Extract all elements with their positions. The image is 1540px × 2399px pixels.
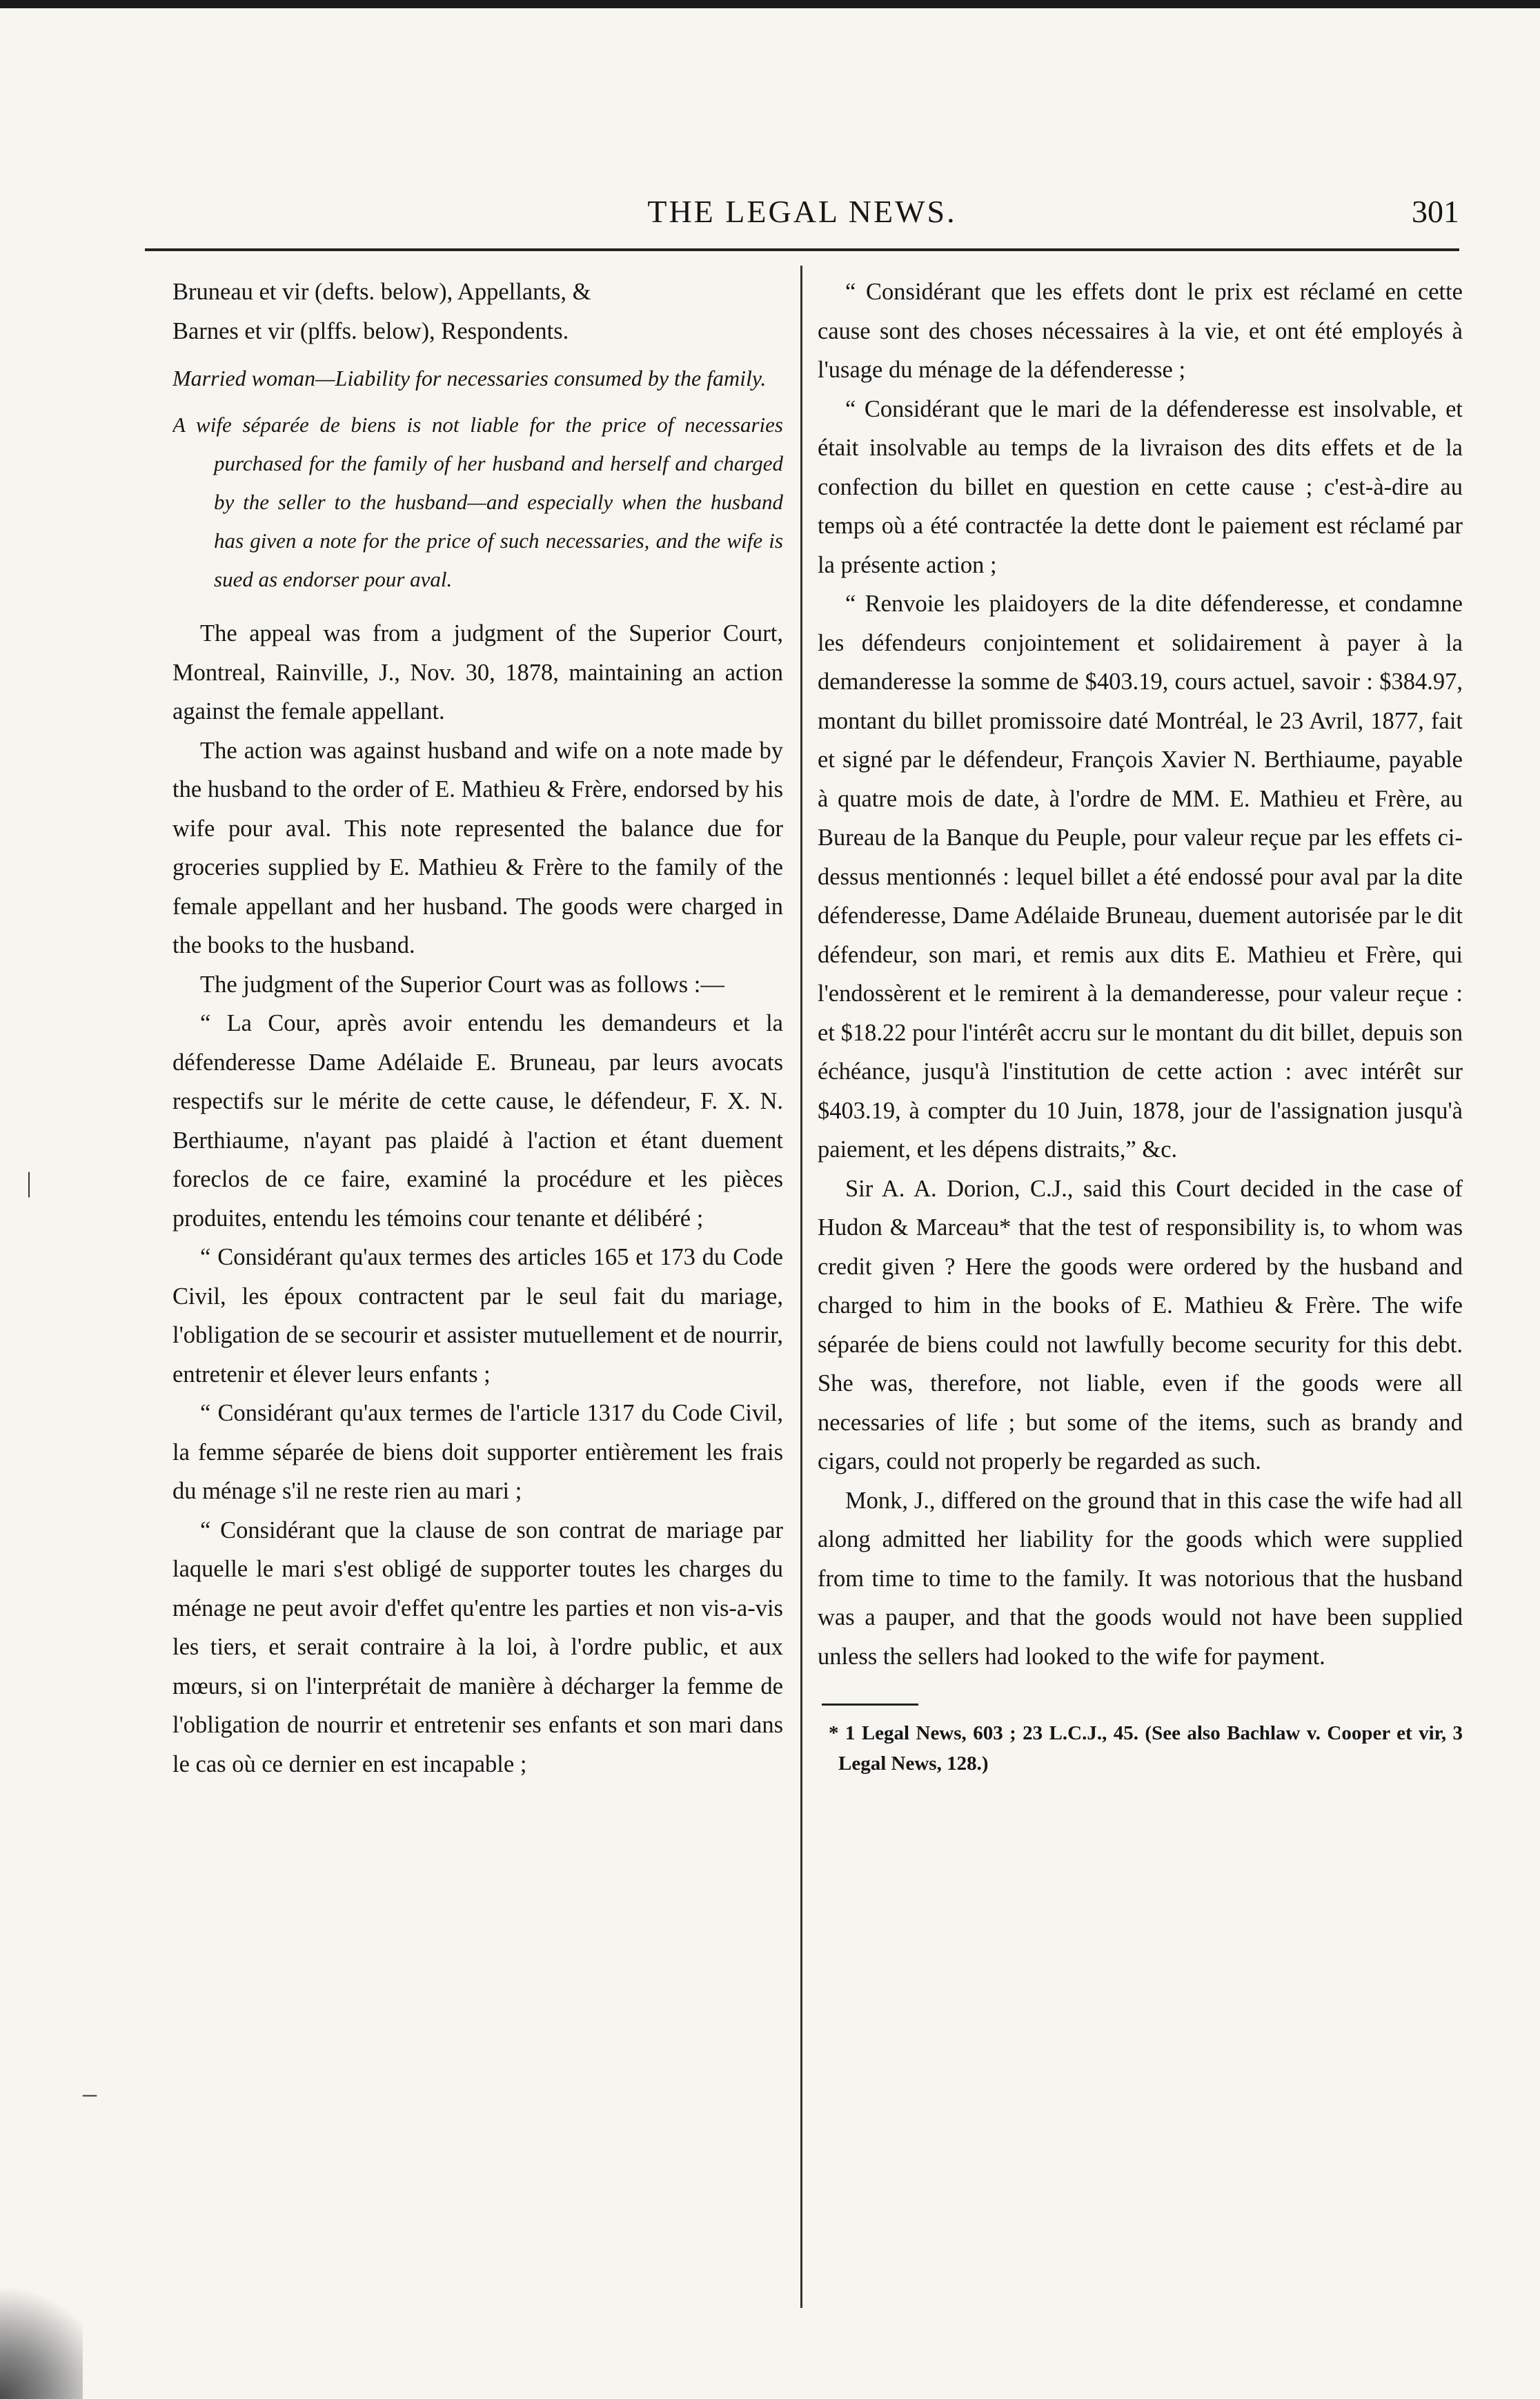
paragraph: “ La Cour, après avoir entendu les demandeurs et la défenderesse Dame Adélaide E. Bruneau, par leurs avocats respectifs sur le mérite de cette cause, le défendeur, F. X. N. Berthiaume, n'ayant pas plaidé à l'action et étant duement foreclos de ce faire, examiné la procédure et les pièces produites, entendu les témoins cour tenante et délibéré ; [172,1010,783,1232]
case-parties-appellants: Bruneau et vir (defts. below), Appellants, & [172,279,591,305]
margin-mark: | [26,1167,32,1198]
paragraph: “ Considérant que le mari de la défenderesse est insolvable, et était insolvable au temps de la livraison des dits effets et de la confection du billet en question en cette cause ; c'est-à-dire au temps où a été contractée la dette dont le paiement est réclamé par la présente action ; [818,395,1463,578]
column-divider [800,266,802,2308]
paragraph: “ Renvoie les plaidoyers de la dite défenderesse, et condamne les défendeurs conjointement et solidairement à payer à la demanderesse la somme de $403.19, cours actuel, savoir : $384.97, montant du billet promissoire daté Montréal, le 23 Avril, 1877, fait et signé par le défendeur, François Xavier N. Berthiaume, payable à quatre mois de date, à l'ordre de MM. E. Mathieu et Frère, au Bureau de la Banque du Peuple, pour valeur reçue par les effets ci-dessus mentionnés : lequel billet a été endossé pour aval par la dite défenderesse, Dame Adélaide Bruneau, duement autorisée par le dit défendeur, son mari, et remis aux dits E. Mathieu et Frère, qui l'endossèrent et le remirent à la demanderesse, pour valeur reçue : et $18.22 pour l'intérêt accru sur le montant du dit billet, depuis son échéance, jusqu'à l'institution de cette action : avec intérêt sur $403.19, à compter du 10 Juin, 1878, jour de l'assignation jusqu'à paiement, et les dépens distraits,” &c. [818,591,1463,1163]
footnote-rule [822,1704,918,1706]
paragraph: The judgment of the Superior Court was as follows :— [200,971,724,998]
footnote: * 1 Legal News, 603 ; 23 L.C.J., 45. (See also Bachlaw v. Cooper et vir, 3 Legal News, 128.) [829,1722,1463,1775]
paragraph: The action was against husband and wife on a note made by the husband to the order of E. Mathieu & Frère, endorsed by his wife pour aval. This note represented the balance due for groceries supplied by E. Mathieu & Frère to the family of the female appellant and her husband. The goods were charged in the books to the husband. [172,737,783,958]
scan-edge-shadow [0,2261,83,2399]
paragraph: Monk, J., differed on the ground that in this case the wife had all along admitted her liability for the goods which were supplied from time to time to the family. It was notorious that the husband was a pauper, and that the goods would not have been supplied unless the sellers had looked to the wife for payment. [818,1487,1463,1670]
paragraph: “ Considérant qu'aux termes des articles 165 et 173 du Code Civil, les époux contractent par le seul fait du mariage, l'obligation de se secourir et assister mutuellement et de nourrir, entretenir et élever leurs enfants ; [172,1244,783,1388]
page-number: 301 [1412,194,1459,229]
paragraph: “ Considérant qu'aux termes de l'article 1317 du Code Civil, la femme séparée de biens doit supporter entièrement les frais du ménage s'il ne reste rien au mari ; [172,1400,783,1504]
journal-title: THE LEGAL NEWS. [647,194,957,229]
margin-mark: – [83,2077,97,2109]
scan-top-edge [0,0,1540,8]
paragraph: “ Considérant que la clause de son contrat de mariage par laquelle le mari s'est obligé de supporter toutes les charges du ménage ne peut avoir d'effet qu'entre les parties et non vis-a-vis les tiers, et serait contraire à la loi, à l'ordre public, et aux mœurs, si on l'interprétait de manière à décharger la femme de l'obligation de nourrir et entretenir ses enfants et son mari dans le cas où ce dernier en est incapable ; [172,1517,783,1777]
paragraph: The appeal was from a judgment of the Superior Court, Montreal, Rainville, J., Nov. 30, 1878, maintaining an action against the female appellant. [172,620,783,724]
left-column [172,273,783,2336]
paragraph: Sir A. A. Dorion, C.J., said this Court decided in the case of Hudon & Marceau* that the test of responsibility is, to whom was credit given ? Here the goods were ordered by the husband and charged to him in the books of E. Mathieu & Frère. The wife séparée de biens could not lawfully become security for this debt. She was, therefore, not liable, even if the goods were all necessaries of life ; but some of the items, such as brandy and cigars, could not properly be regarded as such. [818,1175,1463,1474]
case-keywords: Married woman—Liability for necessaries consumed by the family. [172,366,767,391]
header-rule [145,248,1459,251]
running-header [145,186,1459,241]
case-parties-respondents: Barnes et vir (plffs. below), Respondents. [172,317,569,344]
right-column [818,273,1463,2336]
paragraph: “ Considérant que les effets dont le prix est réclamé en cette cause sont des choses nécessaires à la vie, et ont été employés à l'usage du ménage de la défenderesse ; [818,279,1463,383]
case-syllabus: A wife séparée de biens is not liable for the price of necessaries purchased for the family of her husband and herself and charged by the seller to the husband—and especially when the husband has given a note for the price of such necessaries, and the wife is sued as endorser pour aval. [172,413,783,591]
